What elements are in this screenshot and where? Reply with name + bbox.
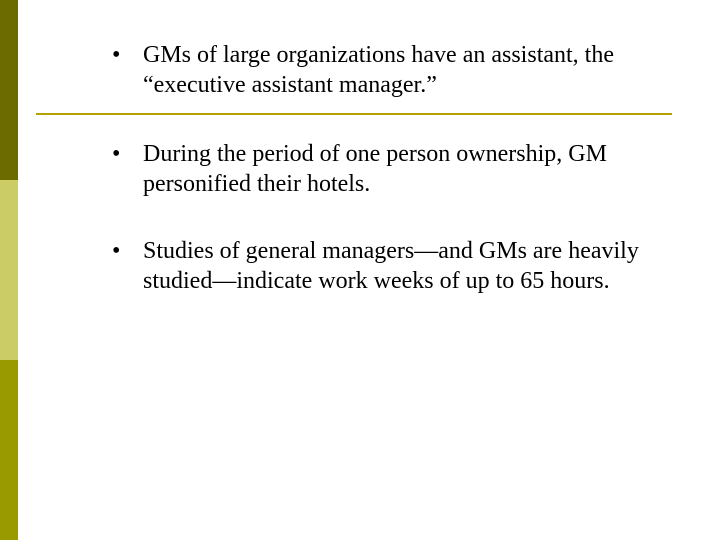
bullet-item-3: [112, 236, 672, 296]
side-bar-top-segment: [0, 0, 18, 180]
bullet-dot-icon: •: [112, 238, 121, 264]
bullet-dot-icon: •: [112, 42, 121, 68]
title-divider-line: [36, 113, 672, 115]
bullet-dot-icon: •: [112, 141, 121, 167]
bullet-text-2: During the period of one person ownership, GM personified their hotels.: [143, 141, 607, 197]
side-bar-middle-segment: [0, 180, 18, 360]
bullet-text-1: GMs of large organizations have an assistant, the “executive assistant manager.”: [143, 42, 614, 98]
side-bar-bottom-segment: [0, 360, 18, 540]
bullet-item-1: [112, 40, 672, 100]
bullet-item-2: [112, 139, 672, 199]
bullet-text-3: Studies of general managers—and GMs are heavily studied—indicate work weeks of up to 65 hours.: [143, 238, 639, 294]
